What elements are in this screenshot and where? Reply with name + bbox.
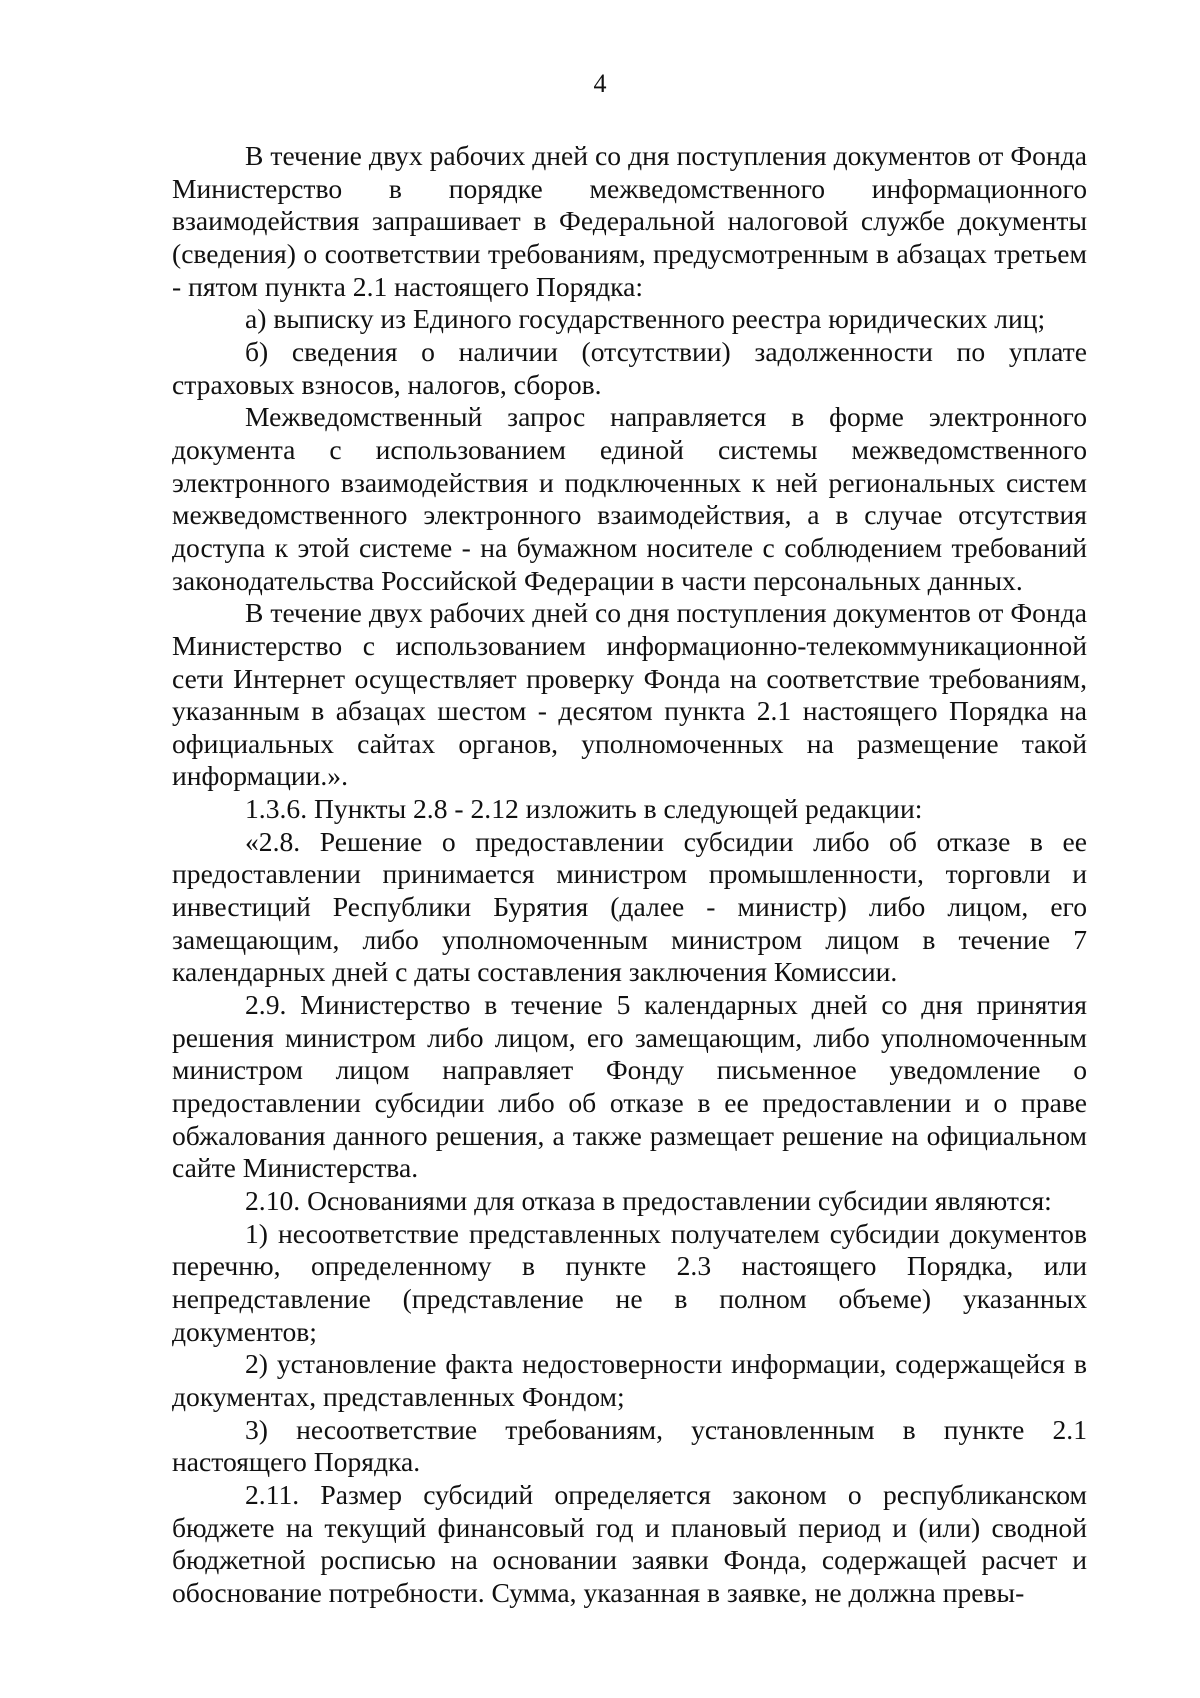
paragraph-2-11: 2.11. Размер субсидий определяется законом о республиканском бюджете на текущий финансовый год и плановый период и (или) сводной бюджетной росписью на основании заявки Фонда, содержащей расчет и обоснование потребности. Сумма, указанная в заявке, не должна превы- — [172, 1478, 1087, 1608]
paragraph-2-8: «2.8. Решение о предоставлении субсидии либо об отказе в ее предоставлении принимается министром промышленности, торговли и инвестиций Республики Бурятия (далее - министр) либо лицом, его замещающим, либо уполномоченным министром лицом в течение 7 календарных дней с даты составления заключения Комиссии. — [172, 825, 1087, 988]
paragraph-interagency-request-fns: В течение двух рабочих дней со дня поступления документов от Фонда Министерство в порядке межведомственного информационного взаимодействия запрашивает в Федеральной налоговой службе документы (сведения) о соответствии требованиям, предусмотренным в абзацах третьем - пятом пункта 2.1 настоящего Порядка: — [172, 140, 1087, 302]
page-number: 4 — [593, 69, 607, 98]
paragraph-2-10: 2.10. Основаниями для отказа в предоставлении субсидии являются: — [245, 1185, 1052, 1216]
paragraph-1-3-6: 1.3.6. Пункты 2.8 - 2.12 изложить в следующей редакции: — [245, 793, 923, 825]
paragraph-2-9: 2.9. Министерство в течение 5 календарных дней со дня принятия решения министром либо лицом, его замещающим, либо уполномоченным министром лицом направляет Фонду письменное уведомление о предоставлении субсидии либо об отказе в ее предоставлении и о праве обжалования данного решения, а также размещает решение на официальном сайте Министерства. — [172, 989, 1087, 1184]
paragraph-electronic-request-form: Межведомственный запрос направляется в форме электронного документа с использованием единой системы межведомственного электронного взаимодействия и подключенных к ней региональных систем межведомственного электронного взаимодействия, а в случае отсутствия доступа к этой системе - на бумажном носителе с соблюдением требований законодательства Российской Федерации в части персональных данных. — [172, 401, 1087, 596]
paragraph-2-10-item-3: 3) несоответствие требованиям, установленным в пункте 2.1 настоящего Порядка. — [172, 1413, 1087, 1478]
document-body — [172, 140, 1087, 1610]
paragraph-internet-check: В течение двух рабочих дней со дня поступления документов от Фонда Министерство с использованием информационно-телекоммуникационной сети Интернет осуществляет проверку Фонда на соответствие требованиям, указанным в абзацах шестом - десятом пункта 2.1 настоящего Порядка на официальных сайтах органов, уполномоченных на размещение такой информации.». — [172, 597, 1087, 792]
paragraph-item-a-egrul-extract: а) выписку из Единого государственного реестра юридических лиц; — [245, 303, 1046, 335]
paragraph-item-b-debt-info: б) сведения о наличии (отсутствии) задолженности по уплате страховых взносов, налогов, сборов. — [172, 335, 1087, 400]
paragraph-2-10-item-1: 1) несоответствие представленных получателем субсидии документов перечню, определенному в пункте 2.3 настоящего Порядка, или непредставление (представление не в полном объеме) указанных документов; — [172, 1217, 1087, 1347]
paragraph-2-10-item-2: 2) установление факта недостоверности информации, содержащейся в документах, представленных Фондом; — [172, 1348, 1087, 1412]
